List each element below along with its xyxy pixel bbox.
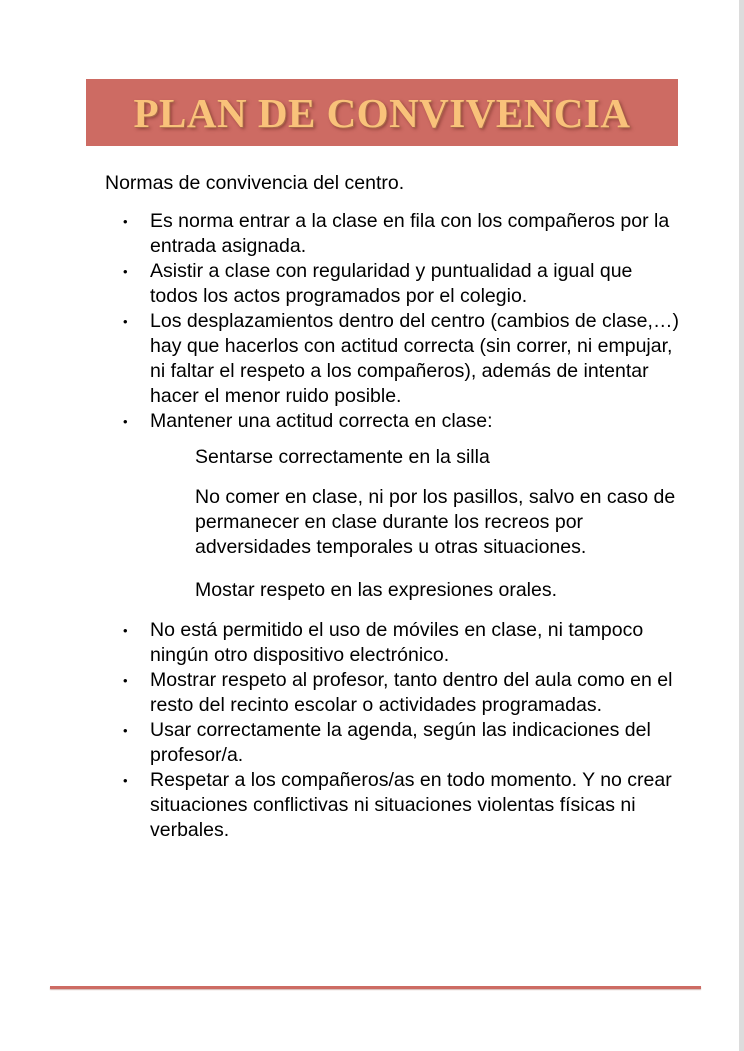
list-item (123, 768, 683, 843)
list-item-text: No está permitido el uso de móviles en clase, ni tampoco ningún otro dispositivo electrónico. (150, 619, 644, 666)
list-item-text: Asistir a clase con regularidad y puntualidad a igual que todos los actos programados por el colegio. (150, 260, 633, 307)
rules-list-first (123, 209, 683, 434)
bullet: • (123, 214, 128, 229)
sub-items (123, 445, 683, 603)
title-banner (86, 79, 678, 146)
list-item (123, 309, 683, 409)
bullet: • (123, 673, 128, 688)
list-item (123, 668, 683, 718)
sub-item: Mostar respeto en las expresiones orales. (195, 579, 558, 601)
sub-item: Sentarse correctamente en la silla (195, 446, 490, 468)
list-item (123, 259, 683, 309)
bullet: • (123, 773, 128, 788)
list-item-text: Mantener una actitud correcta en clase: (150, 410, 493, 432)
list-item (123, 618, 683, 668)
list-item (123, 409, 683, 434)
sub-item: No comer en clase, ni por los pasillos, salvo en caso de permanecer en clase durante los recreos por adversidades temporales u otras situaciones. (195, 486, 676, 558)
rules-content (123, 209, 683, 843)
page-edge (739, 0, 744, 1051)
bullet: • (123, 623, 128, 638)
bullet: • (123, 264, 128, 279)
intro-text: Normas de convivencia del centro. (105, 172, 405, 194)
list-item (123, 209, 683, 259)
bullet: • (123, 314, 128, 329)
rules-list-second (123, 618, 683, 843)
list-item-text: Es norma entrar a la clase en fila con los compañeros por la entrada asignada. (150, 210, 670, 257)
list-item-text: Los desplazamientos dentro del centro (cambios de clase,…) hay que hacerlos con actitud correcta (sin correr, ni empujar, ni faltar el respeto a los compañeros), además de intentar hacer el menor ruido posible. (150, 310, 679, 407)
page-title: PLAN DE CONVIVENCIA (133, 89, 631, 136)
bullet: • (123, 414, 128, 429)
bullet: • (123, 723, 128, 738)
list-item-text: Mostrar respeto al profesor, tanto dentro del aula como en el resto del recinto escolar o actividades programadas. (150, 669, 673, 716)
footer-divider (50, 986, 701, 989)
list-item-text: Respetar a los compañeros/as en todo momento. Y no crear situaciones conflictivas ni situaciones violentas físicas ni verbales. (150, 769, 672, 841)
list-item-text: Usar correctamente la agenda, según las indicaciones del profesor/a. (150, 719, 651, 766)
list-item (123, 718, 683, 768)
